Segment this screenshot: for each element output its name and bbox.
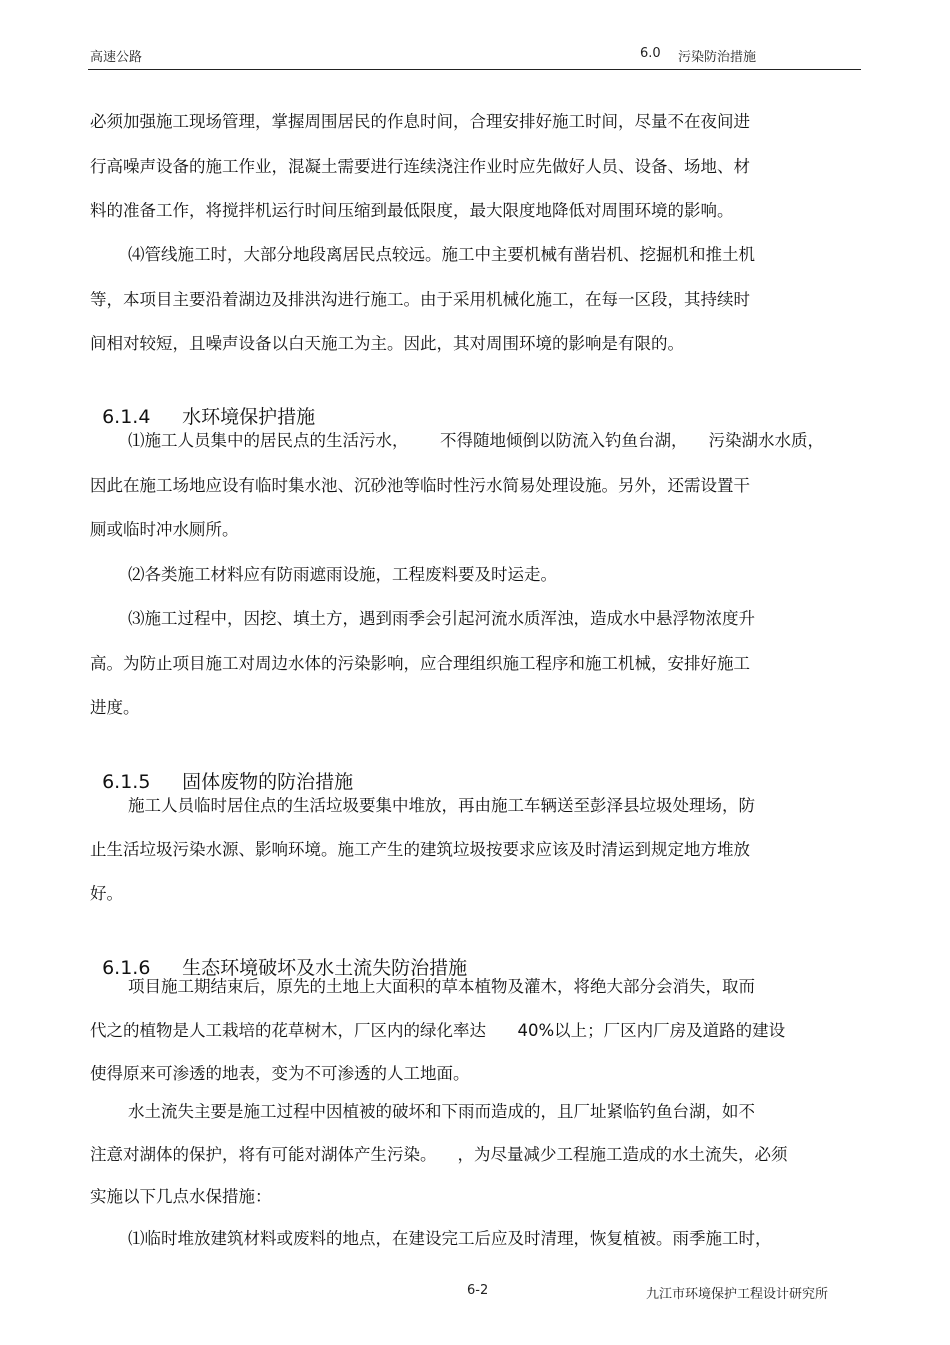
body-line: ⑵各类施工材料应有防雨遮雨设施，工程废料要及时运走。 [128, 565, 557, 584]
body-line: 代之的植物是人工栽培的花草树木，厂区内的绿化率达 40%以上；厂区内厂房及道路的建设 [90, 1021, 786, 1040]
body-line: ⑴施工人员集中的居民点的生活污水， 不得随地倾倒以防流入钓鱼台湖， 污染湖水水质， [128, 431, 824, 450]
body-line: 项目施工期结束后，原先的土地上大面积的草本植物及灌木，将绝大部分会消失，取而 [128, 977, 755, 996]
body-line: 高。为防止项目施工对周边水体的污染影响，应合理组织施工程序和施工机械，安排好施工 [90, 654, 750, 673]
body-line: 厕或临时冲水厕所。 [90, 520, 239, 539]
heading-title: 水环境保护措施 [182, 406, 316, 428]
body-line: 实施以下几点水保措施： [90, 1187, 272, 1206]
body-line: ⑶施工过程中，因挖、填土方，遇到雨季会引起河流水质浑浊，造成水中悬浮物浓度升 [128, 609, 755, 628]
body-line: 等，本项目主要沿着湖边及排洪沟进行施工。由于采用机械化施工，在每一区段，其持续时 [90, 290, 750, 309]
body-line: 水土流失主要是施工过程中因植被的破坏和下雨而造成的，且厂址紧临钓鱼台湖，如不 [128, 1102, 755, 1121]
heading-number: 6.1.6 [102, 957, 151, 979]
body-line: ⑷管线施工时，大部分地段离居民点较远。施工中主要机械有凿岩机、挖掘机和推土机 [128, 245, 755, 264]
section-heading-6-1-4 [90, 381, 315, 429]
section-heading-6-1-6 [90, 932, 467, 980]
body-line: 间相对较短，且噪声设备以白天施工为主。因此，其对周围环境的影响是有限的。 [90, 334, 684, 353]
footer-page-number: 6-2 [467, 1283, 489, 1298]
body-line: 进度。 [90, 698, 140, 717]
footer-organization: 九江市环境保护工程设计研究所 [646, 1287, 829, 1302]
heading-number: 6.1.4 [102, 406, 151, 428]
header-section-title: 污染防治措施 [678, 50, 757, 65]
section-heading-6-1-5 [90, 746, 353, 794]
body-line: 行高噪声设备的施工作业，混凝土需要进行连续浇注作业时应先做好人员、设备、场地、材 [90, 157, 750, 176]
body-line: 施工人员临时居住点的生活垃圾要集中堆放，再由施工车辆送至彭泽县垃圾处理场，防 [128, 796, 755, 815]
body-line: 必须加强施工现场管理，掌握周围居民的作息时间，合理安排好施工时间，尽量不在夜间进 [90, 112, 750, 131]
header-rule [88, 69, 861, 70]
body-line: ⑴临时堆放建筑材料或废料的地点，在建设完工后应及时清理，恢复植被。雨季施工时， [128, 1229, 772, 1248]
heading-title: 生态环境破坏及水土流失防治措施 [182, 957, 468, 979]
body-line: 使得原来可渗透的地表，变为不可渗透的人工地面。 [90, 1064, 470, 1083]
heading-title: 固体废物的防治措施 [182, 771, 354, 793]
body-line: 止生活垃圾污染水源、影响环境。施工产生的建筑垃圾按要求应该及时清运到规定地方堆放 [90, 840, 750, 859]
body-line: 注意对湖体的保护，将有可能对湖体产生污染。 ，为尽量减少工程施工造成的水土流失，必须 [90, 1145, 788, 1164]
header-section-number: 6.0 [640, 46, 661, 61]
body-line: 因此在施工场地应设有临时集水池、沉砂池等临时性污水简易处理设施。另外，还需设置干 [90, 476, 750, 495]
header-left: 高速公路 [90, 50, 143, 65]
body-line: 料的准备工作，将搅拌机运行时间压缩到最低限度，最大限度地降低对周围环境的影响。 [90, 201, 734, 220]
heading-number: 6.1.5 [102, 771, 151, 793]
body-line: 好。 [90, 884, 123, 903]
